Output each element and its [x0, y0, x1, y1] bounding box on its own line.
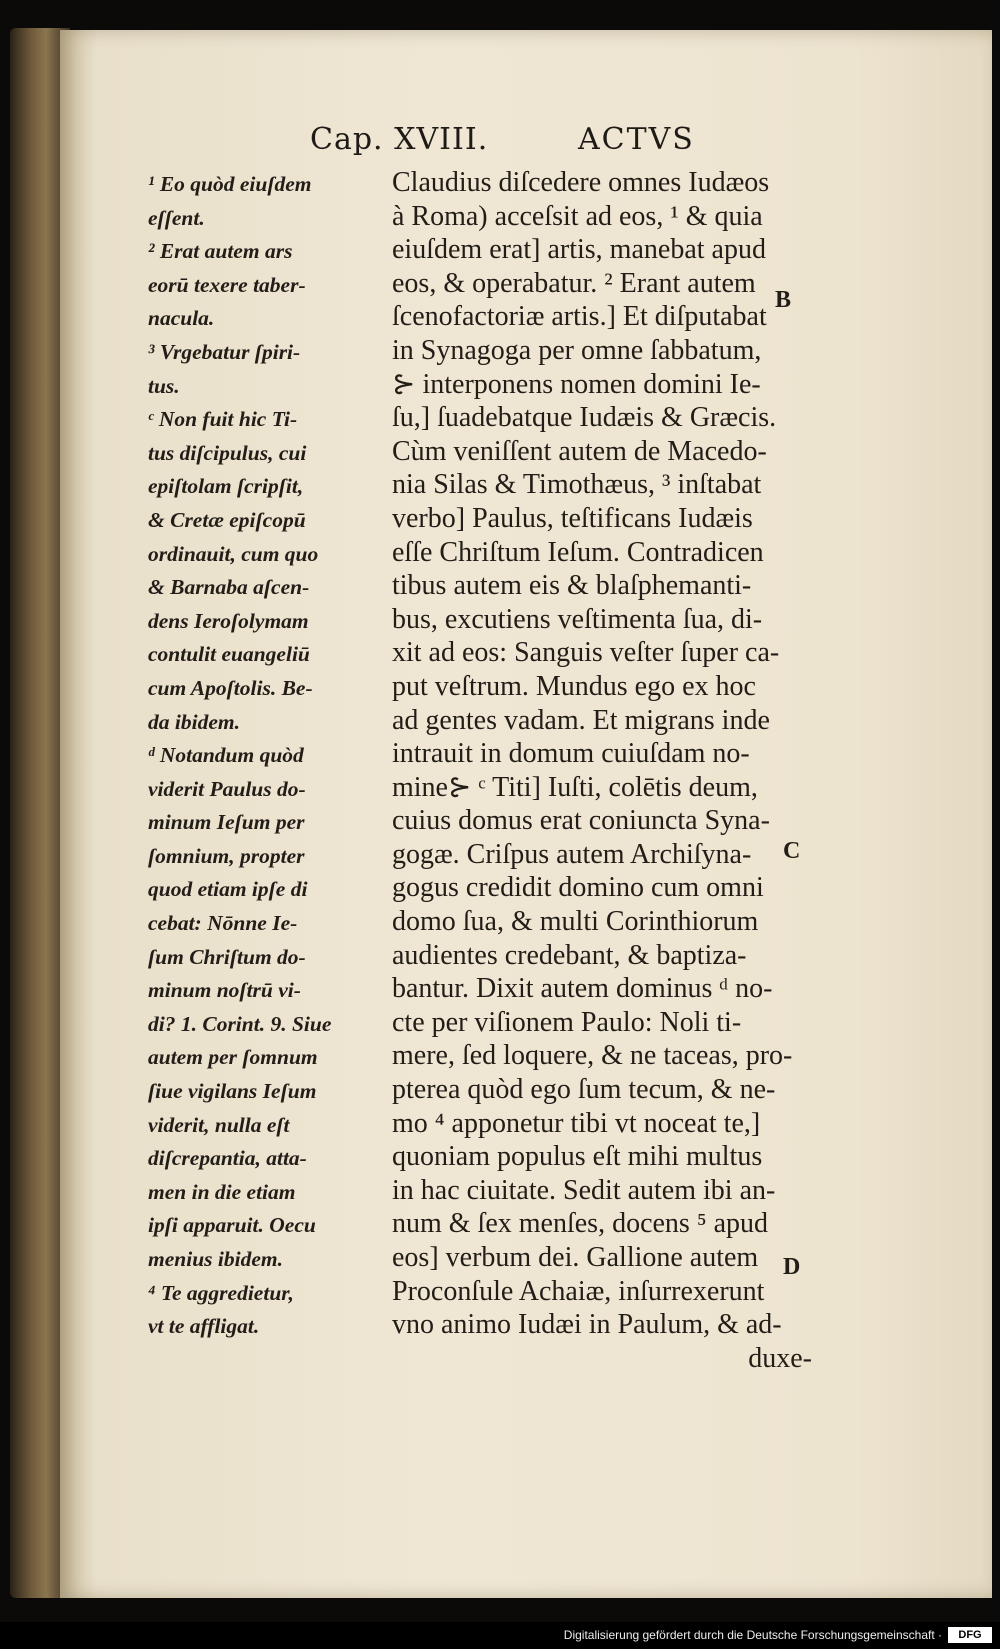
- main-text-line: gogæ. Criſpus autem Archiſyna-: [392, 838, 752, 870]
- main-text-line: domo ſua, & multi Corinthiorum: [392, 906, 759, 938]
- margin-note-line: quod etiam ipſe di: [148, 877, 308, 902]
- section-letter-b: B: [775, 287, 792, 313]
- book-title-heading: ACTVS: [578, 122, 695, 157]
- margin-note-line: ³ Vrgebatur ſpiri-: [148, 339, 301, 364]
- main-text-line: verbo] Paulus, teſtificans Iudæis: [392, 502, 753, 534]
- main-text-line: ⊱ interponens nomen domini Ie-: [392, 368, 761, 400]
- main-text-column: [392, 166, 822, 1375]
- main-text-line: eiuſdem erat] artis, manebat apud: [392, 234, 766, 266]
- main-text-line: xit ad eos: Sanguis veſter ſuper ca-: [392, 637, 780, 669]
- main-text-line: pterea quòd ego ſum tecum, & ne-: [392, 1074, 776, 1106]
- main-text-line: audientes credebant, & baptiza-: [392, 939, 747, 971]
- margin-note-line: eſſent.: [148, 205, 205, 230]
- main-text-line: ſcenofactoriæ artis.] Et diſputabat: [392, 301, 767, 333]
- margin-note-line: contulit euangeliū: [148, 642, 310, 667]
- main-text-line: mere, ſed loquere, & ne taceas, pro-: [392, 1040, 793, 1072]
- margin-note-line: menius ibidem.: [148, 1247, 283, 1271]
- margin-note-line: da ibidem.: [148, 709, 240, 734]
- main-text-line: eos, & operabatur. ² Erant autem: [392, 267, 756, 299]
- margin-note-line: di? 1. Corint. 9. Siue: [148, 1011, 332, 1036]
- digitization-footer: [0, 1622, 1000, 1649]
- margin-note-line: viderit Paulus do-: [148, 776, 306, 801]
- margin-note-line: diſcrepantia, atta-: [148, 1146, 307, 1171]
- margin-note-line: tus diſcipulus, cui: [148, 440, 307, 465]
- margin-note-line: ordinauit, cum quo: [148, 541, 319, 566]
- margin-note-line: nacula.: [148, 306, 215, 331]
- catchword: duxe-: [748, 1342, 812, 1374]
- main-text-line: ad gentes vadam. Et migrans inde: [392, 704, 770, 736]
- margin-note-line: cebat: Nōnne Ie-: [148, 911, 298, 936]
- main-text-line: bantur. Dixit autem dominus ᵈ no-: [392, 973, 773, 1005]
- main-text-line: eos] verbum dei. Gallione autem: [392, 1242, 759, 1273]
- margin-note-line: autem per ſomnum: [148, 1045, 318, 1070]
- running-header: [0, 122, 1000, 162]
- margin-note-line: ² Erat autem ars: [148, 239, 293, 264]
- margin-note-line: minum Ieſum per: [148, 810, 305, 835]
- margin-note-line: ¹ Eo quòd eiuſdem: [148, 172, 312, 196]
- margin-note-line: ⁴ Te aggredietur,: [148, 1280, 294, 1305]
- main-text-line: Proconſule Achaiæ, inſurrexerunt: [392, 1275, 765, 1307]
- margin-note-line: epiſtolam ſcripſit,: [148, 474, 304, 499]
- margin-note-line: ᶜ Non fuit hic Ti-: [148, 407, 298, 432]
- footer-credit: Digitalisierung gefördert durch die Deutsche Forschungsgemeinschaft ·: [563, 1628, 942, 1642]
- margin-note-line: ſomnium, propter: [148, 843, 305, 868]
- margin-note-line: & Cretæ epiſcopū: [148, 507, 306, 532]
- chapter-heading: Cap. XVIII.: [310, 122, 489, 157]
- margin-note-line: ᵈ Notandum quòd: [148, 743, 304, 768]
- main-text-line: nia Silas & Timothæus, ³ inſtabat: [392, 469, 762, 501]
- main-text-line: gogus credidit domino cum omni: [392, 872, 764, 904]
- main-text-line: ſu,] ſuadebatque Iudæis & Græcis.: [392, 402, 777, 434]
- main-text-line: intrauit in domum cuiuſdam no-: [392, 738, 750, 770]
- margin-notes-column: [148, 168, 388, 1344]
- margin-note-line: minum noſtrū vi-: [148, 978, 301, 1003]
- margin-note-line: & Barnaba aſcen-: [148, 575, 310, 600]
- margin-note-line: cum Apoſtolis. Be-: [148, 675, 313, 700]
- main-text-line: eſſe Chriſtum Ieſum. Contradicen: [392, 536, 764, 568]
- margin-note-line: ipſi apparuit. Oecu: [148, 1213, 316, 1238]
- main-text-line: in Synagoga per omne ſabbatum,: [392, 334, 762, 366]
- main-text-line: mo ⁴ apponetur tibi vt noceat te,]: [392, 1107, 761, 1139]
- main-text-line: tibus autem eis & blaſphemanti-: [392, 570, 752, 602]
- margin-note-line: eorū texere taber-: [148, 272, 306, 297]
- margin-note-line: dens Ieroſolymam: [148, 608, 309, 633]
- main-text-line: cuius domus erat coniuncta Syna-: [392, 805, 770, 837]
- margin-note-line: men in die etiam: [148, 1179, 296, 1204]
- main-text-line: quoniam populus eſt mihi multus: [392, 1141, 763, 1173]
- section-letter-c: C: [783, 838, 801, 864]
- main-text-line: cte per viſionem Paulo: Noli ti-: [392, 1006, 742, 1038]
- section-letter-d: D: [783, 1254, 801, 1280]
- main-text-line: Cùm veniſſent autem de Macedo-: [392, 435, 767, 467]
- main-text-line: bus, excutiens veſtimenta ſua, di-: [392, 603, 763, 635]
- main-text-line: mine⊱ ᶜ Titi] Iuſti, colētis deum,: [392, 771, 758, 803]
- main-text-line: put veſtrum. Mundus ego ex hoc: [392, 670, 756, 702]
- margin-note-line: tus.: [148, 373, 180, 398]
- main-text-line: Claudius diſcedere omnes Iudæos: [392, 167, 770, 198]
- dfg-logo: DFG: [948, 1627, 992, 1643]
- margin-note-line: ſum Chriſtum do-: [148, 944, 306, 969]
- main-text-line: vno animo Iudæi in Paulum, & ad-: [392, 1309, 782, 1341]
- margin-note-line: vt te affligat.: [148, 1314, 260, 1339]
- main-text-line: à Roma) acceſsit ad eos, ¹ & quia: [392, 200, 763, 232]
- margin-note-line: ſiue vigilans Ieſum: [148, 1079, 317, 1104]
- main-text-line: num & ſex menſes, docens ⁵ apud: [392, 1208, 769, 1240]
- margin-note-line: viderit, nulla eſt: [148, 1112, 290, 1137]
- main-text-line: in hac ciuitate. Sedit autem ibi an-: [392, 1174, 776, 1206]
